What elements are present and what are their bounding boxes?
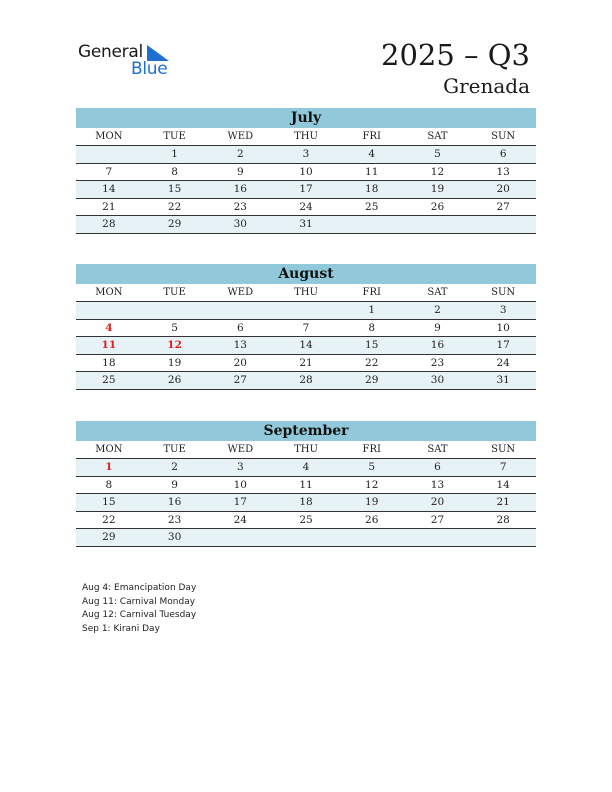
day-cell: [207, 302, 273, 319]
day-cell: 8: [171, 165, 178, 178]
day-cell: 28: [299, 374, 313, 386]
day-cell: 9: [434, 321, 441, 334]
day-cell: 5: [171, 321, 178, 334]
day-cell: 18: [299, 496, 313, 508]
day-cell: 14: [496, 478, 510, 491]
day-cell: 27: [233, 374, 247, 386]
day-cell: 25: [102, 374, 116, 386]
day-cell: 12: [365, 478, 379, 491]
weekday-label: MON: [95, 444, 123, 455]
month-title: September: [76, 421, 536, 441]
day-cell: 30: [430, 374, 445, 386]
day-cell: [273, 302, 339, 319]
day-cell: 26: [167, 374, 182, 386]
weekday-label: SAT: [427, 444, 448, 455]
day-cell: 11: [299, 478, 313, 491]
day-cell: 17: [299, 183, 313, 195]
weekday-label: SAT: [427, 131, 448, 142]
month-calendar-july: [76, 108, 536, 234]
day-cell: 19: [365, 496, 379, 508]
day-cell: 23: [430, 356, 445, 369]
weekday-label: TUE: [163, 131, 186, 142]
day-cell: 30: [167, 531, 182, 543]
week-row: [76, 477, 536, 495]
weekday-header-row: [76, 128, 536, 146]
day-cell: 2: [171, 461, 178, 473]
day-cell: 26: [365, 513, 379, 526]
day-cell: 7: [302, 321, 310, 334]
day-cell: 20: [233, 356, 247, 369]
weekday-label: MON: [95, 131, 123, 142]
weekday-label: THU: [294, 287, 318, 298]
day-cell: [76, 302, 142, 319]
day-cell: 31: [299, 218, 313, 230]
day-cell: 23: [167, 513, 182, 526]
day-cell: 29: [102, 531, 116, 543]
day-cell: 19: [167, 356, 182, 369]
day-cell: 27: [496, 200, 510, 213]
week-row: [76, 529, 536, 547]
day-cell: 11: [101, 339, 117, 351]
month-title: August: [76, 264, 536, 284]
day-cell: [339, 216, 405, 233]
day-cell: 6: [434, 461, 441, 473]
day-cell: 24: [496, 356, 510, 369]
weekday-label: SUN: [491, 287, 516, 298]
page-title: 2025 – Q3: [381, 38, 530, 72]
day-cell: 13: [496, 165, 510, 178]
day-cell: [142, 302, 208, 319]
weekday-label: FRI: [362, 131, 381, 142]
month-calendar-august: [76, 264, 536, 390]
day-cell: 20: [496, 183, 510, 195]
day-cell: 25: [365, 200, 379, 213]
day-cell: 9: [236, 165, 244, 178]
weekday-label: MON: [95, 287, 123, 298]
holiday-notes: [82, 582, 196, 636]
day-cell: 7: [499, 461, 507, 473]
day-cell: 1: [171, 148, 178, 160]
day-cell: 10: [299, 165, 313, 178]
day-cell: 8: [105, 478, 113, 491]
day-cell: 4: [105, 321, 113, 334]
weekday-header-row: [76, 284, 536, 302]
day-cell: 5: [434, 148, 441, 160]
day-cell: [76, 146, 142, 163]
week-row: [76, 372, 536, 390]
day-cell: 25: [299, 513, 313, 526]
week-row: [76, 494, 536, 512]
day-cell: 20: [430, 496, 445, 508]
weekday-label: WED: [227, 131, 254, 142]
logo-word-blue: Blue: [131, 59, 168, 79]
month-title: July: [76, 108, 536, 128]
holiday-note: Aug 4: Emancipation Day: [82, 583, 197, 593]
day-cell: 2: [236, 148, 244, 160]
logo: [78, 42, 178, 82]
day-cell: 5: [368, 461, 376, 473]
weekday-label: WED: [227, 287, 254, 298]
weekday-label: THU: [294, 444, 318, 455]
weekday-label: SUN: [491, 444, 516, 455]
day-cell: 29: [167, 218, 182, 230]
weekday-label: TUE: [163, 287, 186, 298]
weekday-label: THU: [294, 131, 318, 142]
day-cell: 22: [102, 513, 116, 526]
day-cell: 28: [102, 218, 116, 230]
month-calendar-september: [76, 421, 536, 547]
week-row: [76, 181, 536, 199]
country-name: Grenada: [443, 74, 530, 98]
day-cell: 14: [299, 339, 313, 351]
day-cell: 6: [236, 321, 244, 334]
day-cell: 21: [496, 496, 510, 508]
day-cell: 3: [302, 148, 310, 160]
day-cell: 28: [496, 513, 510, 526]
day-cell: 15: [167, 183, 182, 195]
day-cell: 24: [233, 513, 247, 526]
day-cell: 17: [496, 339, 510, 351]
week-row: [76, 302, 536, 320]
day-cell: 21: [102, 200, 116, 213]
day-cell: 31: [496, 374, 510, 386]
week-row: [76, 146, 536, 164]
day-cell: 29: [365, 374, 379, 386]
day-cell: 3: [236, 461, 244, 473]
day-cell: 30: [233, 218, 247, 230]
day-cell: 13: [233, 339, 247, 351]
day-cell: [273, 529, 339, 546]
day-cell: 4: [302, 461, 310, 473]
day-cell: 21: [299, 356, 313, 369]
weekday-label: FRI: [362, 287, 381, 298]
day-cell: 10: [233, 478, 247, 491]
week-row: [76, 320, 536, 338]
day-cell: 17: [233, 496, 247, 508]
day-cell: 6: [499, 148, 507, 160]
day-cell: 7: [105, 165, 113, 178]
week-row: [76, 216, 536, 234]
day-cell: [207, 529, 273, 546]
day-cell: 2: [434, 304, 441, 316]
day-cell: 12: [430, 165, 445, 178]
weekday-label: WED: [227, 444, 254, 455]
holiday-note: Sep 1: Kirani Day: [82, 623, 160, 634]
holiday-note: Aug 11: Carnival Monday: [82, 596, 196, 607]
day-cell: 18: [365, 183, 379, 195]
day-cell: 18: [102, 356, 116, 369]
day-cell: 14: [102, 183, 116, 195]
day-cell: 11: [365, 165, 379, 178]
week-row: [76, 459, 536, 477]
day-cell: [470, 529, 536, 546]
holiday-note: Aug 12: Carnival Tuesday: [82, 610, 197, 620]
day-cell: 4: [368, 148, 376, 160]
day-cell: 10: [496, 321, 510, 334]
weekday-label: SAT: [427, 287, 448, 298]
weekday-label: FRI: [362, 444, 381, 455]
day-cell: 22: [365, 356, 379, 369]
day-cell: 16: [167, 496, 182, 508]
day-cell: [470, 216, 536, 233]
day-cell: 12: [167, 339, 182, 351]
weekday-label: TUE: [163, 444, 186, 455]
day-cell: 24: [299, 200, 313, 213]
day-cell: 13: [430, 478, 445, 491]
day-cell: 9: [171, 478, 178, 491]
day-cell: [405, 529, 471, 546]
day-cell: 8: [368, 321, 376, 334]
day-cell: 16: [233, 183, 247, 195]
day-cell: 15: [102, 496, 116, 508]
week-row: [76, 199, 536, 217]
day-cell: 23: [233, 200, 247, 213]
weekday-label: SUN: [491, 131, 516, 142]
day-cell: 19: [430, 183, 445, 195]
day-cell: [339, 529, 405, 546]
day-cell: [405, 216, 471, 233]
day-cell: 15: [365, 339, 379, 351]
day-cell: 27: [430, 513, 445, 526]
week-row: [76, 355, 536, 373]
day-cell: 1: [105, 461, 113, 473]
day-cell: 3: [499, 304, 507, 316]
week-row: [76, 512, 536, 530]
week-row: [76, 164, 536, 182]
weekday-header-row: [76, 441, 536, 459]
logo-word-general: General: [78, 42, 143, 62]
day-cell: 16: [430, 339, 445, 351]
day-cell: 22: [167, 200, 182, 213]
day-cell: 1: [368, 304, 376, 316]
day-cell: 26: [430, 200, 445, 213]
week-row: [76, 337, 536, 355]
